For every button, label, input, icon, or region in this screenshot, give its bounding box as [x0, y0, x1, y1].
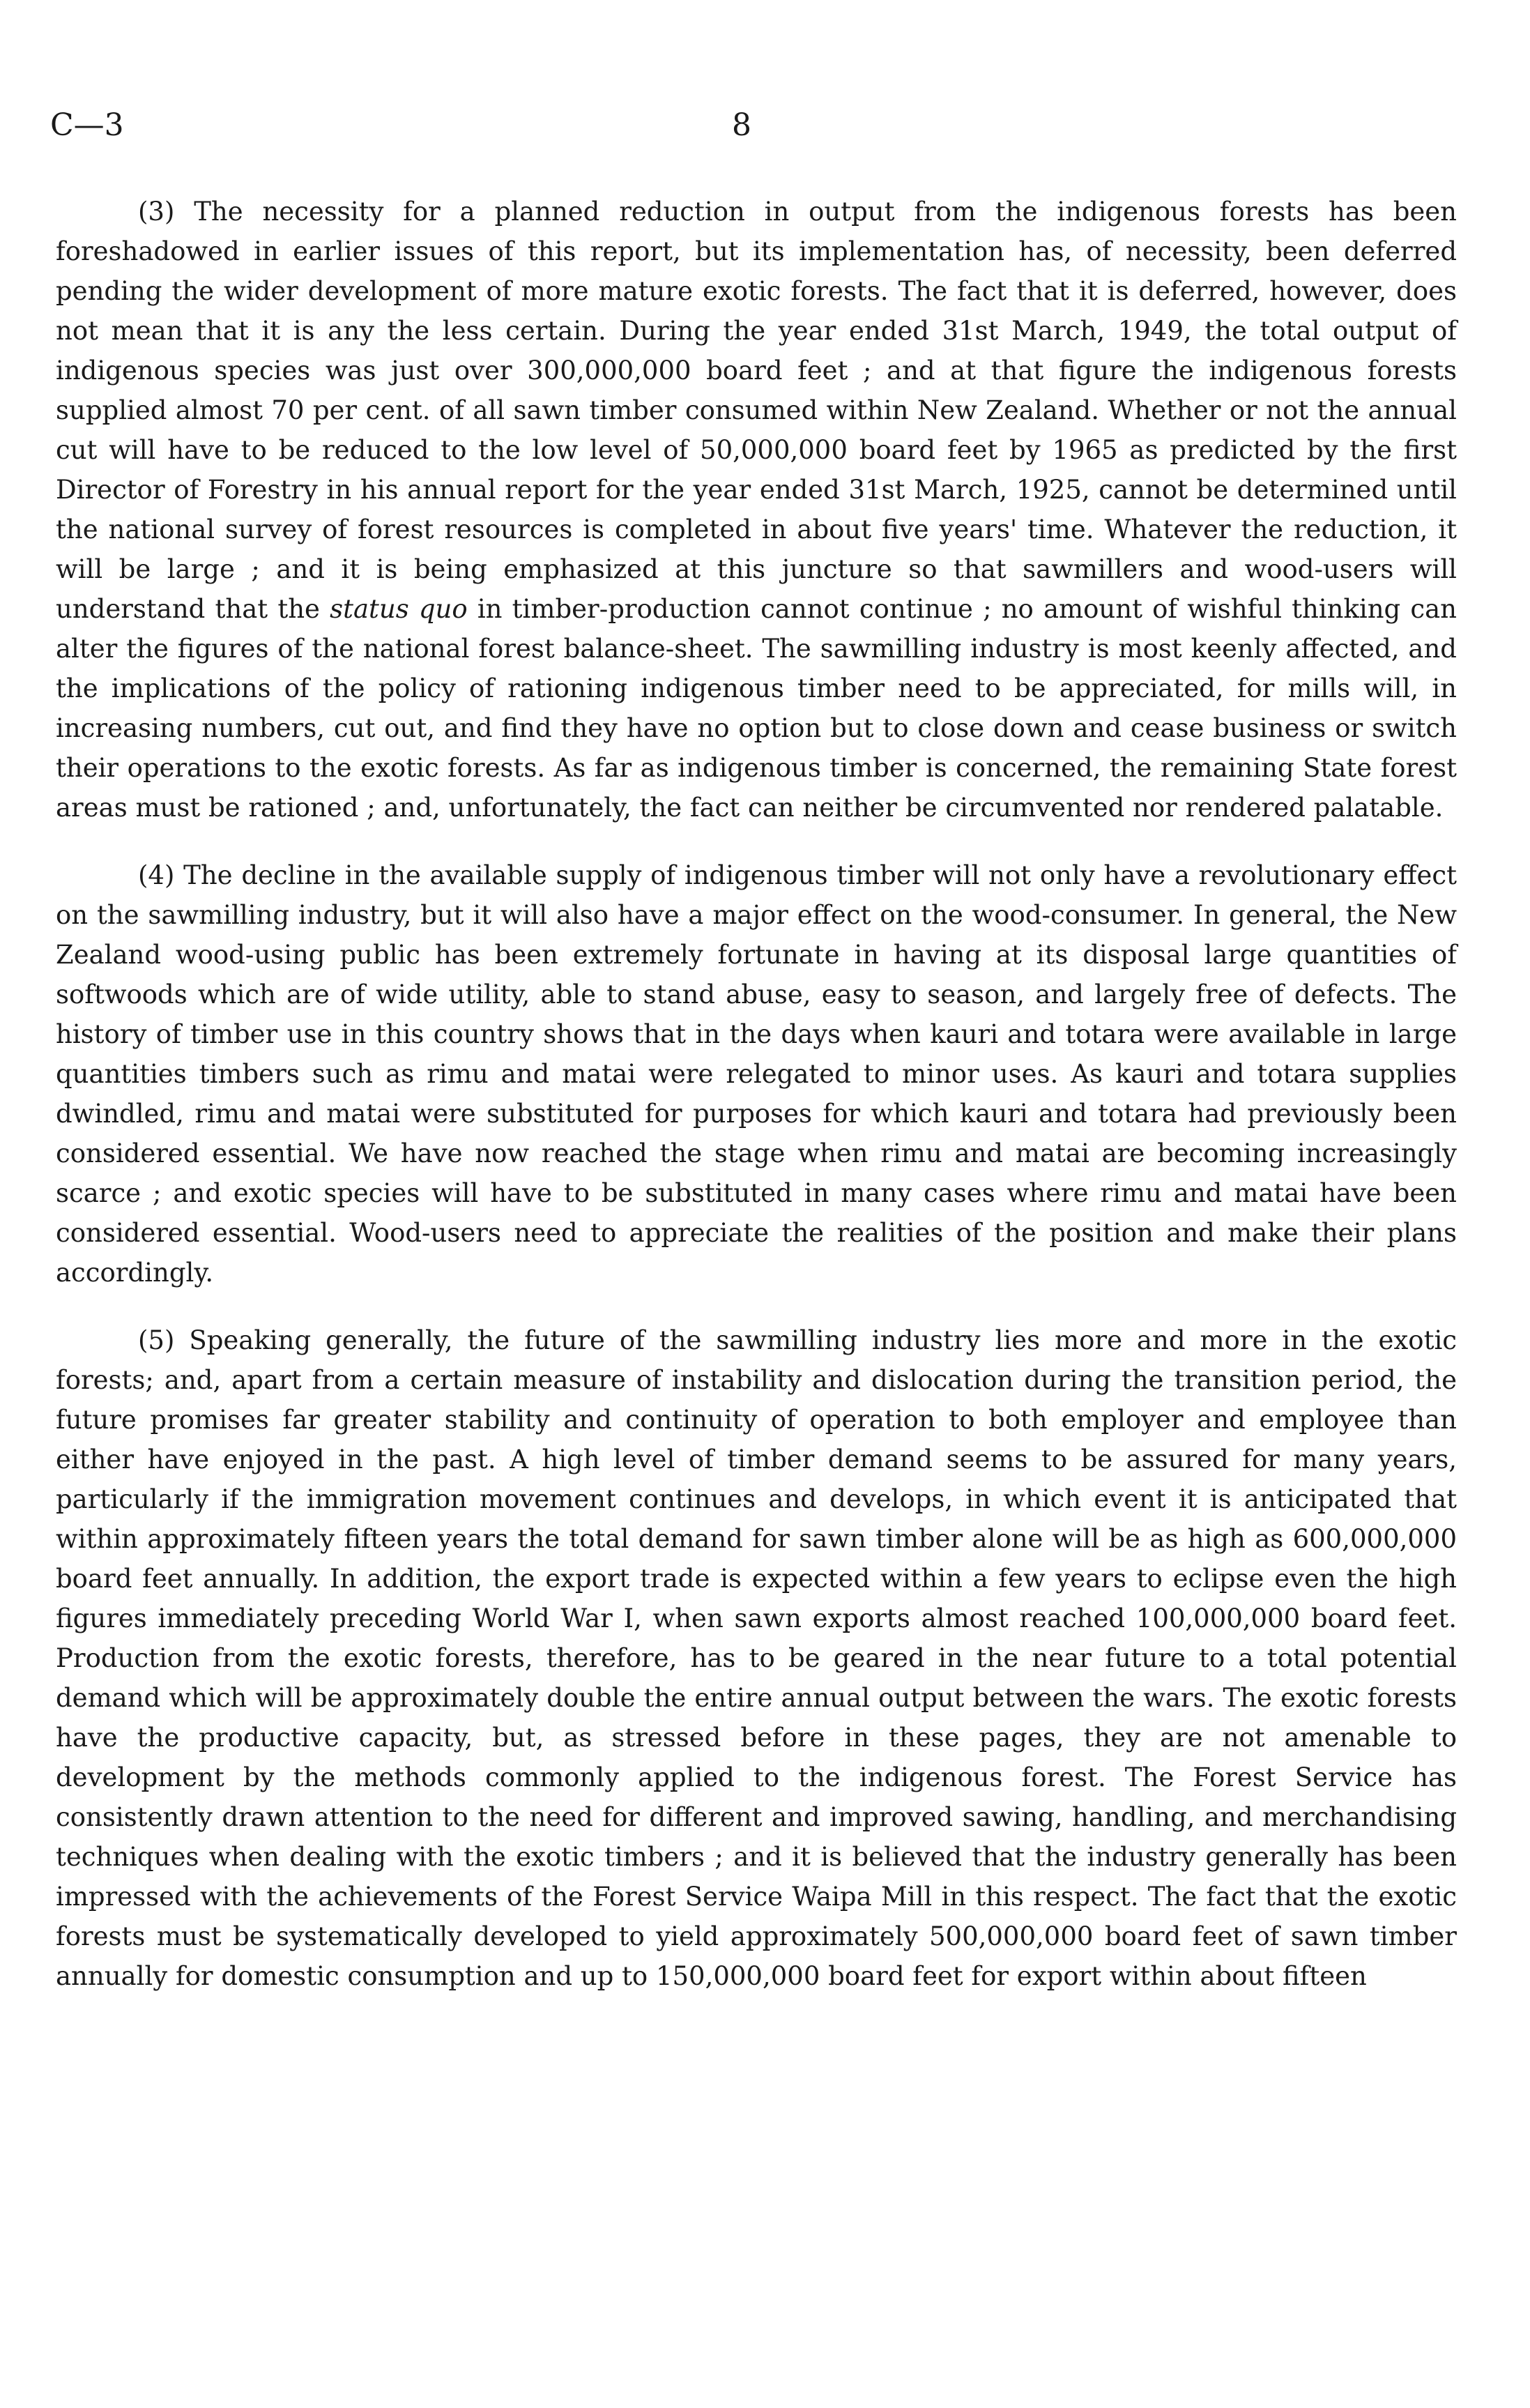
- paragraph-3-text-end: in timber-production cannot continue ; no amount of wishful thinking can alter the figures of the national forest balance-sheet. The sawmilling industry is most keenly affected, and the implications of the policy of rationing indigenous timber need to be appreciated, for mills will, in increasing numbers, cut out, and find they have no option but to close down and cease business or switch their operations to the exotic forests. As far as indigenous timber is concerned, the remaining State forest areas must be rationed ; and, unfortunately, the fact can neither be circumvented nor rendered palatable.: [56, 594, 1457, 823]
- paragraph-4: (4) The decline in the available supply of indigenous timber will not only have a revolutionary effect on the sawmilling industry, but it will also have a major effect on the wood-consumer. In general, the New Zealand wood-using public has been extremely fortunate in having at its disposal large quantities of softwoods which are of wide utility, able to stand abuse, easy to season, and largely free of defects. The history of timber use in this country shows that in the days when kauri and totara were available in large quantities timbers such as rimu and matai were relegated to minor uses. As kauri and totara supplies dwindled, rimu and matai were substituted for purposes for which kauri and totara had previously been considered essential. We have now reached the stage when rimu and matai are becoming increasingly scarce ; and exotic species will have to be substituted in many cases where rimu and matai have been considered essential. Wood-users need to appreciate the realities of the position and make their plans accordingly.: [56, 860, 1457, 1288]
- paragraph-3: [56, 192, 1457, 828]
- paragraph-3-italic-term: status quo: [330, 594, 468, 624]
- page-header: [0, 105, 1530, 153]
- document-code: C—3: [50, 107, 124, 143]
- paragraph-5: (5) Speaking generally, the future of the sawmilling industry lies more and more in the exotic forests; and, apart from a certain measure of instability and dislocation during the transition period, the future promises far greater stability and continuity of operation to both employer and employee than either have enjoyed in the past. A high level of timber demand seems to be assured for many years, particularly if the immigration movement continues and develops, in which event it is anticipated that within approximately fifteen years the total demand for sawn timber alone will be as high as 600,000,000 board feet annually. In addition, the export trade is expected within a few years to eclipse even the high figures immediately preceding World War I, when sawn exports almost reached 100,000,000 board feet. Production from the exotic forests, therefore, has to be geared in the near future to a total potential demand which will be approximately double the entire annual output between the wars. The exotic forests have the productive capacity, but, as stressed before in these pages, they are not amenable to development by the methods commonly applied to the indigenous forest. The Forest Service has consistently drawn attention to the need for different and improved sawing, handling, and merchandising techniques when dealing with the exotic timbers ; and it is believed that the industry generally has been impressed with the achievements of the Forest Service Waipa Mill in this respect. The fact that the exotic forests must be systematically developed to yield approximately 500,000,000 board feet of sawn timber annually for domestic consumption and up to 150,000,000 board feet for export within about fifteen: [56, 1325, 1457, 1991]
- page-number: 8: [732, 107, 751, 143]
- body-text: [56, 192, 1457, 1996]
- paragraph-3-text-start: (3) The necessity for a planned reduction in output from the indigenous forests has been foreshadowed in earlier issues of this report, but its implementation has, of necessity, been deferred pending the wider development of more mature exotic forests. The fact that it is deferred, however, does not mean that it is any the less certain. During the year ended 31st March, 1949, the total output of indigenous species was just over 300,000,000 board feet ; and at that figure the indigenous forests supplied almost 70 per cent. of all sawn timber consumed within New Zealand. Whether or not the annual cut will have to be reduced to the low level of 50,000,000 board feet by 1965 as predicted by the first Director of Forestry in his annual report for the year ended 31st March, 1925, cannot be determined until the national survey of forest resources is completed in about five years' time. Whatever the reduction, it will be large ; and it is being emphasized at this juncture so that sawmillers and wood-users will understand that the: [56, 197, 1457, 624]
